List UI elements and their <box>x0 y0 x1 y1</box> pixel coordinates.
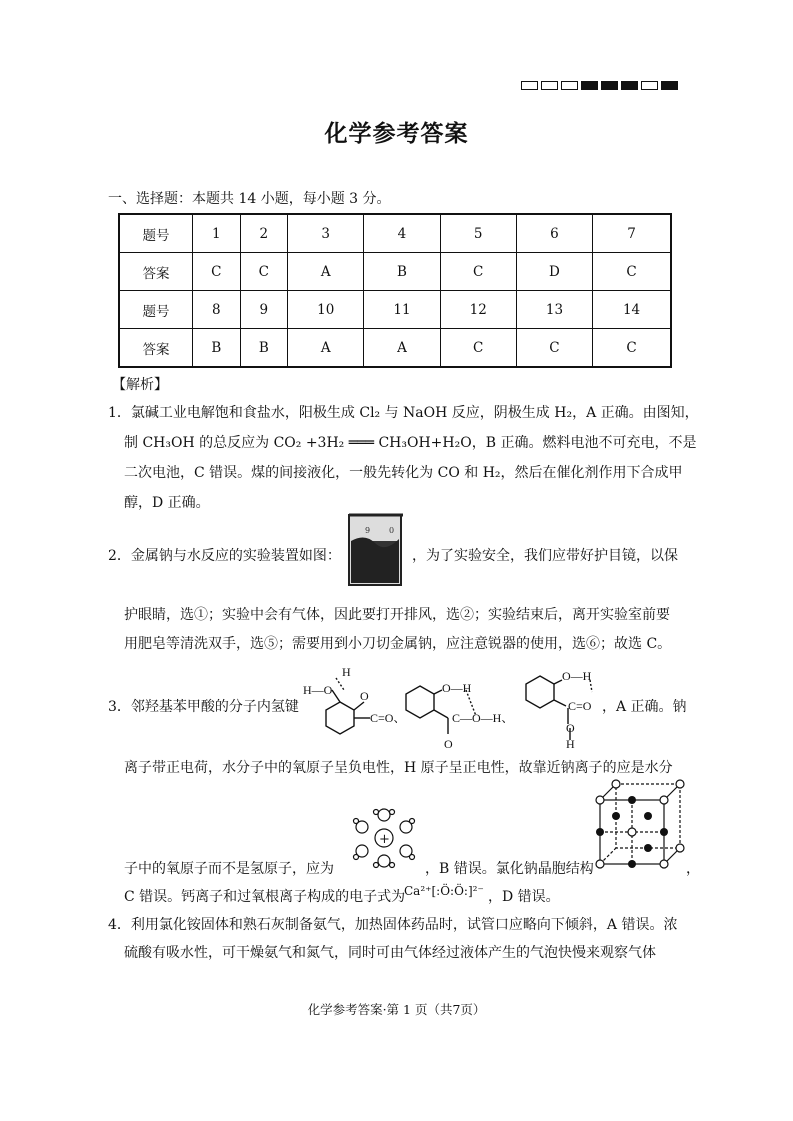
table-cell: 8 <box>193 291 241 329</box>
table-cell: B <box>240 329 288 368</box>
peroxide-electron-formula: Ca²⁺[:Ö:Ö:]²⁻ <box>404 884 484 898</box>
table-cell: 12 <box>440 291 516 329</box>
analysis-label: 【解析】 <box>112 377 168 393</box>
answer-table <box>118 213 672 368</box>
table-cell: C <box>193 253 241 291</box>
q3-line3b: ，B 错误。氯化钠晶胞结构 <box>425 861 594 877</box>
table-row <box>119 291 671 329</box>
table-cell: 4 <box>364 214 440 253</box>
code-mark <box>521 81 538 90</box>
sodium-ion-hydration-diagram <box>348 805 420 875</box>
code-mark <box>601 81 618 90</box>
section-heading: 一、选择题：本题共 14 小题，每小题 3 分。 <box>108 191 391 207</box>
table-cell: 1 <box>193 214 241 253</box>
table-cell: C <box>440 329 516 368</box>
table-cell: 14 <box>593 291 671 329</box>
svg-text:+: + <box>379 832 390 847</box>
table-cell: C <box>440 253 516 291</box>
svg-text:H—O: H—O <box>303 683 333 697</box>
table-cell: 3 <box>288 214 364 253</box>
table-cell: 9 <box>240 291 288 329</box>
table-cell: B <box>193 329 241 368</box>
beaker-image <box>345 511 407 589</box>
table-cell: 2 <box>240 214 288 253</box>
table-row <box>119 214 671 253</box>
svg-text:C=O、: C=O、 <box>370 711 406 725</box>
table-row <box>119 329 671 368</box>
code-mark <box>561 81 578 90</box>
table-cell: A <box>288 329 364 368</box>
svg-text:0: 0 <box>389 526 395 535</box>
svg-text:H: H <box>566 737 575 751</box>
table-cell: A <box>288 253 364 291</box>
svg-text:O: O <box>360 689 369 703</box>
code-mark <box>661 81 678 90</box>
row-header-cell: 题号 <box>119 214 193 253</box>
row-header-cell: 答案 <box>119 329 193 368</box>
q3-line1b: ，A 正确。钠 <box>602 699 687 715</box>
table-cell: A <box>364 329 440 368</box>
table-cell: D <box>516 253 592 291</box>
svg-text:H: H <box>342 665 351 679</box>
q3-line3c: ， <box>686 861 700 877</box>
exam-code-marks <box>521 81 678 90</box>
code-mark <box>541 81 558 90</box>
q4-line2: 硫酸有吸水性，可干燥氨气和氮气，同时可由气体经过液体产生的气泡快慢来观察气体 <box>124 945 656 961</box>
svg-text:C=O: C=O <box>568 699 592 713</box>
page-footer: 化学参考答案·第 1 页（共7页） <box>307 1002 486 1017</box>
q2-line3: 用肥皂等清洗双手，选⑤；需要用到小刀切金属钠，应注意锐器的使用，选⑥；故选 C。 <box>124 636 672 652</box>
table-cell: 11 <box>364 291 440 329</box>
q1-line1: 1．氯碱工业电解饱和食盐水，阳极生成 Cl₂ 与 NaOH 反应，阴极生成 H₂，A 正确。由图知， <box>108 405 699 421</box>
table-cell: 13 <box>516 291 592 329</box>
svg-text:O: O <box>566 721 575 735</box>
svg-text:9: 9 <box>365 526 371 535</box>
q1-line4: 醇，D 正确。 <box>124 495 210 511</box>
code-mark <box>641 81 658 90</box>
table-cell: 5 <box>440 214 516 253</box>
svg-text:O—H: O—H <box>442 681 472 695</box>
table-cell: B <box>364 253 440 291</box>
table-cell: C <box>240 253 288 291</box>
svg-text:C—O—H、: C—O—H、 <box>452 711 514 725</box>
q3-line1a: 3．邻羟基苯甲酸的分子内氢键 <box>108 699 299 715</box>
table-cell: 6 <box>516 214 592 253</box>
q3-line4b: ，D 错误。 <box>488 889 560 905</box>
q2-line2: 护眼睛，选①；实验中会有气体，因此要打开排风，选②；实验结束后，离开实验室前要 <box>124 607 670 623</box>
q2-line1b: ，为了实验安全，我们应带好护目镜，以保 <box>412 548 678 564</box>
code-mark <box>581 81 598 90</box>
q4-line1: 4．利用氯化铵固体和熟石灰制备氨气，加热固体药品时，试管口应略向下倾斜，A 错误。浓 <box>108 917 678 933</box>
svg-text:O—H: O—H <box>562 669 592 683</box>
nacl-unit-cell-diagram <box>594 778 686 870</box>
q3-line2: 离子带正电荷，水分子中的氧原子呈负电性，H 原子呈正电性，故靠近钠离子的应是水分 <box>124 760 673 776</box>
row-header-cell: 答案 <box>119 253 193 291</box>
row-header-cell: 题号 <box>119 291 193 329</box>
q1-line2: 制 CH₃OH 的总反应为 CO₂ +3H₂ ═══ CH₃OH+H₂O，B 正确。燃料电池不可充电，不是 <box>124 435 697 451</box>
table-cell: 7 <box>593 214 671 253</box>
q3-line3a: 子中的氧原子而不是氢原子，应为 <box>124 861 334 877</box>
q2-line1a: 2．金属钠与水反应的实验装置如图： <box>108 548 341 564</box>
table-cell: C <box>593 329 671 368</box>
table-cell: C <box>516 329 592 368</box>
table-row <box>119 253 671 291</box>
q1-line3: 二次电池，C 错误。煤的间接液化，一般先转化为 CO 和 H₂，然后在催化剂作用下合成甲 <box>124 465 683 481</box>
q3-line4a: C 错误。钙离子和过氧根离子构成的电子式为 <box>124 889 406 905</box>
table-cell: 10 <box>288 291 364 329</box>
table-cell: C <box>593 253 671 291</box>
svg-text:O: O <box>444 737 453 751</box>
code-mark <box>621 81 638 90</box>
page-title: 化学参考答案 <box>324 121 469 147</box>
